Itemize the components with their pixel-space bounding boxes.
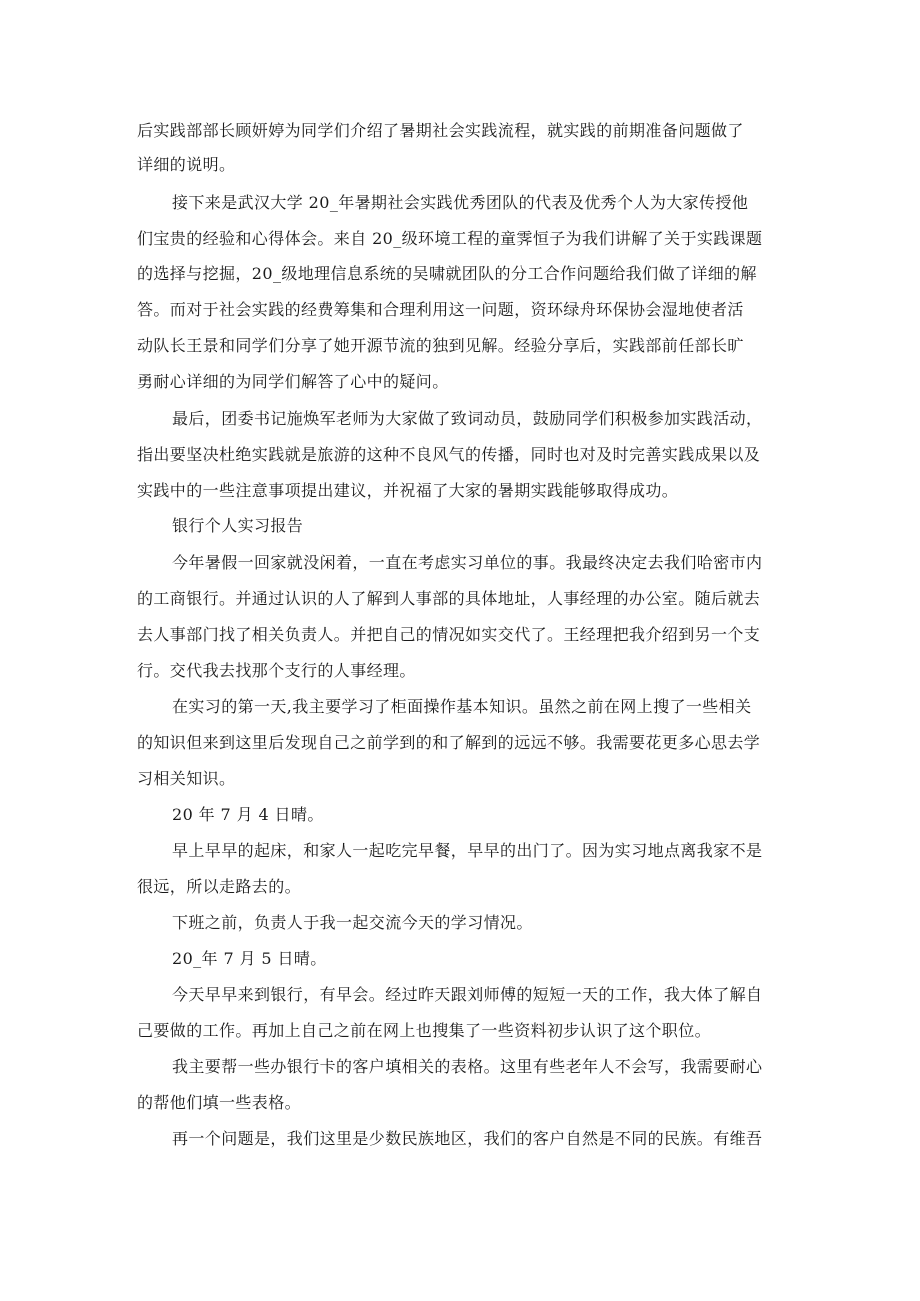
text-line: 的知识但来到这里后发现自己之前学到的和了解到的远远不够。我需要花更多心思去学	[137, 733, 761, 752]
text-line: 的选择与挖掘，20_级地理信息系统的吴啸就团队的分工合作问题给我们做了详细的解	[137, 264, 757, 283]
text-line: 动队长王景和同学们分享了她开源节流的独到见解。经验分享后，实践部前任部长旷	[137, 336, 744, 355]
text-line: 勇耐心详细的为同学们解答了心中的疑问。	[137, 372, 449, 391]
text-line: 详细的说明。	[137, 155, 236, 174]
date-line: 20 年 7 月 4 日晴。	[172, 805, 324, 824]
text-line: 后实践部部长顾妍婷为同学们介绍了暑期社会实践流程，就实践的前期准备问题做了	[137, 121, 744, 140]
text-line: 接下来是武汉大学 20_年暑期社会实践优秀团队的代表及优秀个人为大家传授他	[172, 193, 749, 212]
text-line: 我主要帮一些办银行卡的客户填相关的表格。这里有些老年人不会写，我需要耐心	[172, 1057, 763, 1076]
text-line: 今天早早来到银行，有早会。经过昨天跟刘师傅的短短一天的工作，我大体了解自	[172, 985, 763, 1004]
text-line: 答。而对于社会实践的经费筹集和合理利用这一问题，资环绿舟环保协会湿地使者活	[137, 300, 744, 319]
text-line: 再一个问题是，我们这里是少数民族地区，我们的客户自然是不同的民族。有维吾	[172, 1129, 763, 1148]
text-line: 早上早早的起床，和家人一起吃完早餐，早早的出门了。因为实习地点离我家不是	[172, 841, 763, 860]
text-line: 今年暑假一回家就没闲着，一直在考虑实习单位的事。我最终决定去我们哈密市内	[172, 553, 763, 572]
text-line: 最后，团委书记施焕军老师为大家做了致词动员，鼓励同学们积极参加实践活动，	[172, 409, 763, 428]
text-line: 在实习的第一天,我主要学习了柜面操作基本知识。虽然之前在网上搜了一些相关	[172, 697, 752, 716]
text-line: 习相关知识。	[137, 769, 236, 788]
text-line: 很远，所以走路去的。	[137, 877, 302, 896]
text-line: 行。交代我去找那个支行的人事经理。	[137, 661, 416, 680]
text-line: 去人事部门找了相关负责人。并把自己的情况如实交代了。王经理把我介绍到另一个支	[137, 625, 761, 644]
text-line: 己要做的工作。再加上自己之前在网上也搜集了一些资料初步认识了这个职位。	[137, 1021, 712, 1040]
text-line: 指出要坚决杜绝实践就是旅游的这种不良风气的传播，同时也对及时完善实践成果以及	[137, 445, 761, 464]
date-line: 20_年 7 月 5 日晴。	[172, 949, 327, 968]
text-line: 下班之前，负责人于我一起交流今天的学习情况。	[172, 913, 533, 932]
text-line: 实践中的一些注意事项提出建议，并祝福了大家的暑期实践能够取得成功。	[137, 481, 679, 500]
text-line: 们宝贵的经验和心得体会。来自 20_级环境工程的童霁恒子为我们讲解了关于实践课题	[137, 229, 763, 248]
text-line: 的工商银行。并通过认识的人了解到人事部的具体地址，人事经理的办公室。随后就去	[137, 589, 761, 608]
section-heading: 银行个人实习报告	[172, 516, 304, 535]
text-line: 的帮他们填一些表格。	[137, 1093, 302, 1112]
